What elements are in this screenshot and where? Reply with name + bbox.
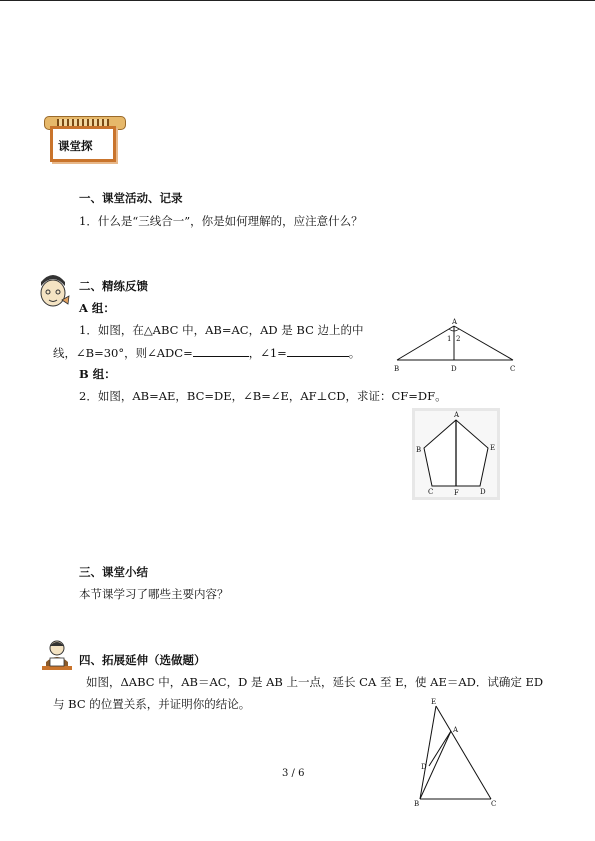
figure-isosceles-triangle [385, 316, 525, 376]
a1-text-end: 。 [348, 346, 361, 360]
section1-question: 1．什么是“三线合一”，你是如何理解的，应注意什么？ [79, 214, 363, 228]
group-b-label: B 组： [79, 367, 116, 381]
figure-pentagon [412, 408, 500, 500]
section4-heading: 四、拓展延伸（选做题） [79, 653, 206, 667]
fig1-label-a: A [452, 318, 458, 326]
answer-blank-adc[interactable] [193, 344, 249, 357]
section-banner [44, 116, 124, 164]
fig2-label-c: C [428, 488, 434, 496]
page-number: 3 / 6 [282, 768, 305, 779]
fig3-label-e: E [431, 698, 437, 706]
fig1-label-c: C [510, 365, 516, 373]
fig2-label-b: B [416, 446, 422, 454]
section3-text: 本节课学习了哪些主要内容？ [79, 587, 229, 601]
answer-blank-angle1[interactable] [287, 344, 349, 357]
a1-line1: 1．如图，在△ABC 中，AB=AC，AD 是 BC 边上的中 [79, 323, 364, 337]
b2-question: 2．如图，AB=AE，BC=DE，∠B=∠E，AF⊥CD，求证：CF=DF。 [79, 389, 447, 403]
header-rule [0, 0, 595, 1]
a1-text-mid: ，∠1= [248, 346, 287, 360]
fig1-side-ac [454, 326, 513, 360]
fig3-label-c: C [491, 800, 497, 808]
fig1-label-d: D [451, 365, 457, 373]
a1-text-pre: 线，∠B=30°，则∠ADC= [53, 346, 193, 360]
fig3-segment-ad [429, 731, 451, 766]
fig1-label-2: 2 [456, 335, 461, 343]
fig1-side-ab [397, 326, 454, 360]
fig1-label-1: 1 [447, 335, 452, 343]
a1-line2 [53, 344, 360, 361]
section3-heading: 三、课堂小结 [79, 565, 148, 579]
student-reading-icon [40, 638, 74, 672]
fig3-label-b: B [414, 800, 420, 808]
banner-label: 课堂探 [58, 139, 93, 153]
fig3-segment-eb [420, 706, 436, 799]
fig3-label-a: A [453, 726, 459, 734]
section4-line2: 与 BC 的位置关系，并证明你的结论。 [53, 697, 251, 711]
fig2-label-d: D [480, 488, 486, 496]
student-thinking-icon [34, 270, 72, 310]
section2-heading: 二、精练反馈 [79, 279, 148, 293]
fig3-label-d: D [421, 763, 427, 771]
fig2-label-a: A [454, 411, 460, 419]
fig3-segment-ec [436, 706, 491, 799]
section1-heading: 一、课堂活动、记录 [79, 191, 183, 205]
fig2-label-f: F [454, 489, 459, 497]
figure-extension-triangle [405, 694, 505, 810]
fig1-label-b: B [394, 365, 400, 373]
banner-box [50, 126, 116, 162]
section4-line1: 如图，ΔABC 中，AB＝AC，D 是 AB 上一点，延长 CA 至 E，使 AE＝AD．试确定 ED [86, 675, 544, 689]
group-a-label: A 组： [79, 301, 115, 315]
fig2-label-e: E [490, 444, 496, 452]
